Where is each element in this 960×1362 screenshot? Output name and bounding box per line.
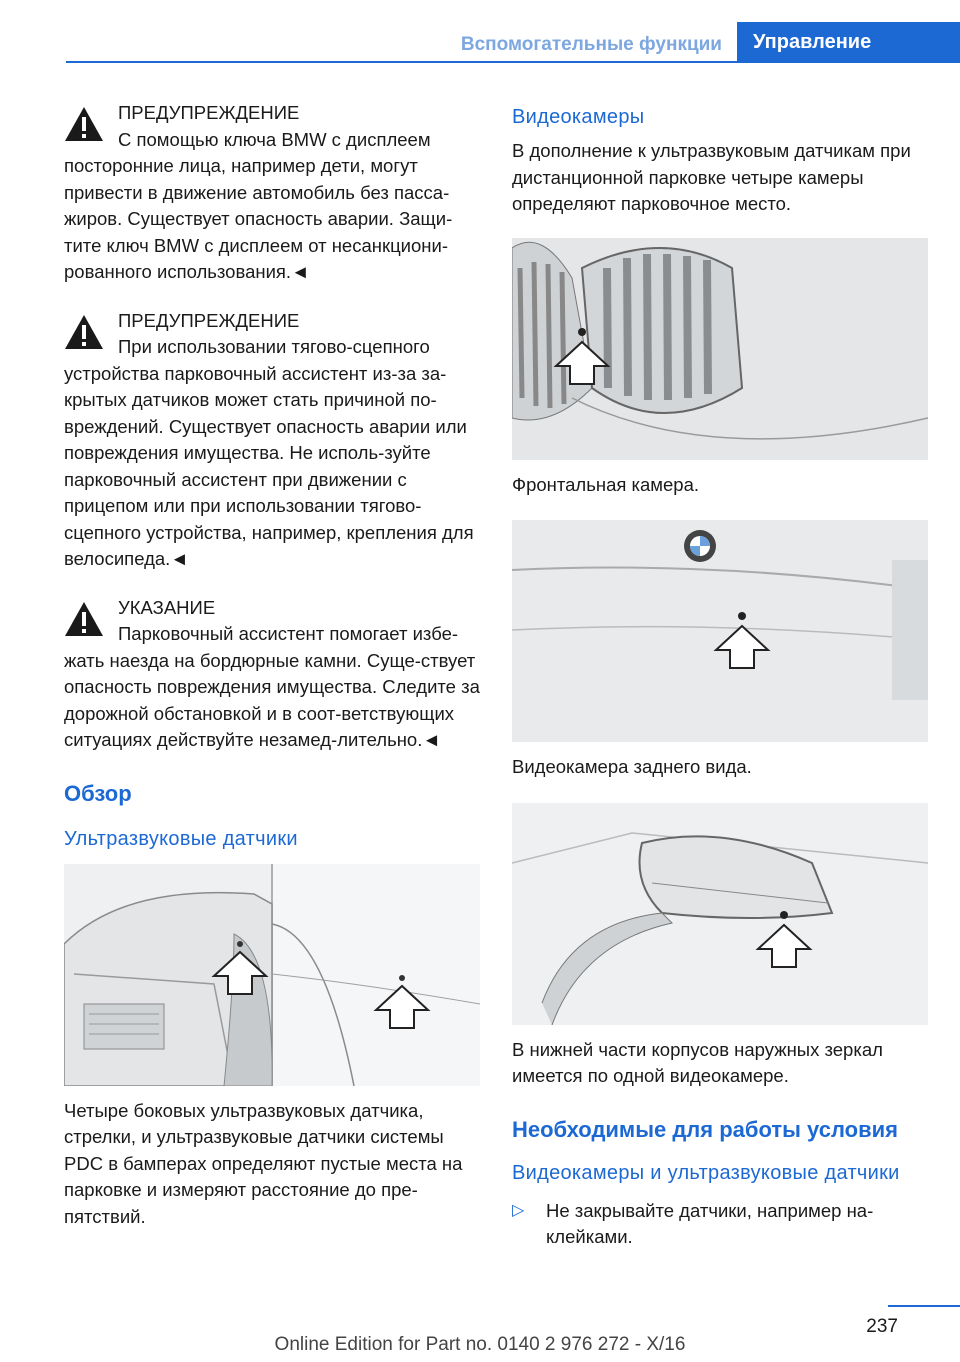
sub-heading: Видеокамеры и ультразвуковые датчики: [512, 1161, 900, 1184]
header-section-title: Вспомогательные функции: [460, 34, 722, 55]
cameras-text: В дополнение к ультразвуковым датчикам при дистанционной парковке четыре камеры определяют парковочное место.: [512, 140, 911, 214]
caption-mirror-camera: В нижней части корпусов наружных зеркал имеется по одной видеокамере.: [512, 1038, 883, 1086]
warning-triangle-icon: [64, 106, 104, 142]
right-column: [512, 100, 932, 1251]
warning-triangle-icon: [64, 601, 104, 637]
ultrasonic-sensors-photo: [64, 864, 480, 1086]
notice-text: жать наезда на бордюрные камни. Суще-ствует опасность повреждения имущества. Следите за дорожной обстановкой и в соот-ветствующих ситуациях действуйте незамед-лительно.◄: [64, 649, 480, 750]
left-column: [64, 100, 484, 1230]
triangle-bullet-icon: ▷: [512, 1201, 525, 1219]
page-number: 237: [866, 1316, 898, 1337]
caption-front-camera: Фронтальная камера.: [512, 473, 700, 495]
mirror-camera-photo: [512, 803, 928, 1025]
front-camera-photo: [512, 238, 928, 460]
cameras-heading: Видеокамеры: [512, 106, 645, 128]
warning-first-line: С помощью ключа BMW с дисплеем: [118, 128, 431, 150]
warning-text: устройства парковочный ассистент из-за за-крытых датчиков может стать причиной по-вреждений. Существует опасность аварии или повреждения имущества. Не исполь-зуйте парковочный ассистент при движении с прицепом или при использовании тягово-сцепного устройства, например, крепления для велосипеда.◄: [64, 362, 474, 569]
notice-block: [64, 595, 484, 754]
header-rule: [66, 61, 960, 63]
warning-block-1: [64, 100, 484, 286]
list-item: [512, 1198, 932, 1251]
header-tab-active[interactable]: Управление: [737, 22, 960, 63]
footer-edition: [0, 1334, 960, 1356]
ultrasonic-text: Четыре боковых ультразвуковых датчика, стрелки, и ультразвуковые датчики системы PDC в бамперах определяют пустые места на парковке и измеряют расстояние до пре-пятствий.: [64, 1099, 463, 1227]
warning-text: посторонние лица, например дети, могут привести в движение автомобиль без пасса-жиров. Существует опасность аварии. Защи-тите ключ BMW с дисплеем от несанкциони-рованного использования.◄: [64, 155, 453, 282]
conditions-heading: Необходимые для работы условия: [512, 1116, 898, 1142]
notice-first-line: Парковочный ассистент помогает избе-: [118, 623, 459, 644]
footer-edition-text: Online Edition for Part no. 0140 2 976 272 - X/16: [274, 1334, 686, 1355]
rear-camera-photo: [512, 520, 928, 742]
warning-title: ПРЕДУПРЕЖДЕНИЕ: [118, 309, 300, 331]
caption-rear-camera: Видеокамера заднего вида.: [512, 756, 752, 777]
warning-triangle-icon: [64, 314, 104, 350]
notice-title: УКАЗАНИЕ: [118, 596, 216, 618]
overview-heading: Обзор: [64, 780, 132, 806]
ultrasonic-heading: Ультразвуковые датчики: [64, 827, 298, 850]
warning-title: ПРЕДУПРЕЖДЕНИЕ: [118, 102, 300, 123]
warning-block-2: [64, 308, 484, 573]
page-number-rule: [888, 1305, 960, 1307]
list-item-text: Не закрывайте датчики, например на-клейками.: [546, 1199, 874, 1247]
warning-first-line: При использовании тягово-сцепного: [118, 336, 430, 357]
